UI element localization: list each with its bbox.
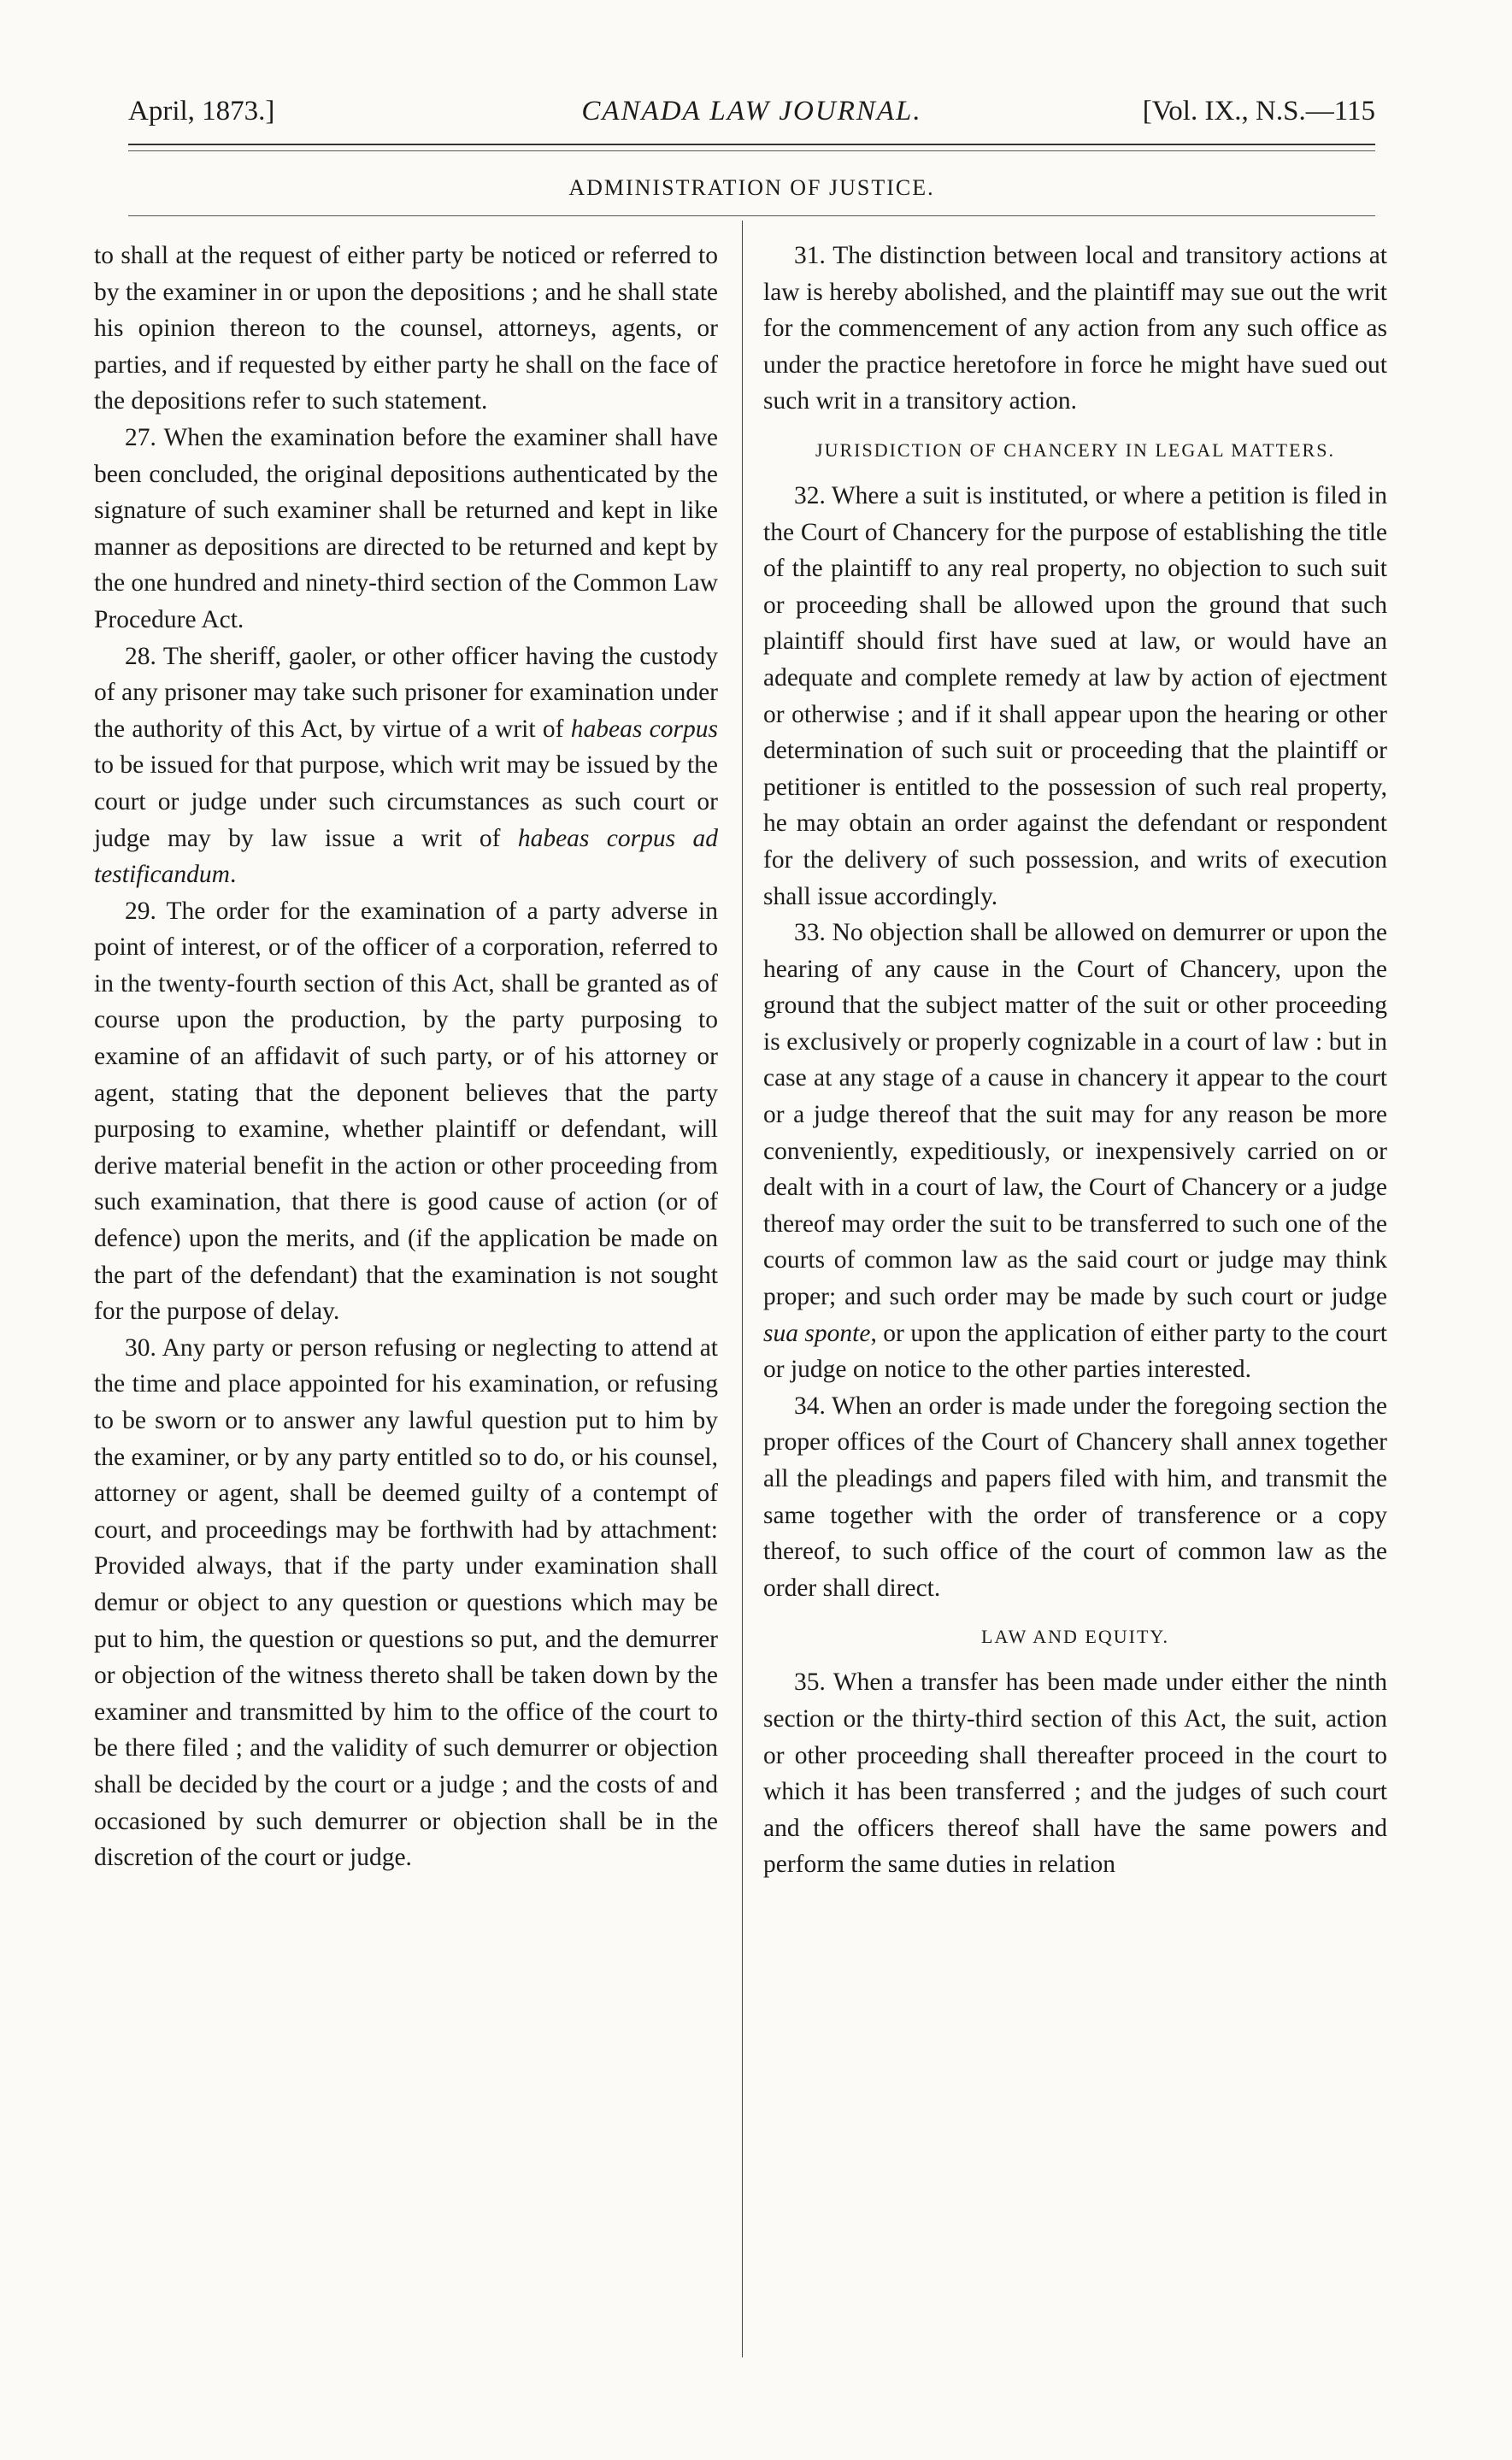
- section-33-italic: sua sponte: [763, 1319, 871, 1347]
- section-33-text-b: , or upon the application of either party to the court or judge on notice to the other parties interested.: [763, 1319, 1388, 1384]
- section-28-italic-1: habeas corpus: [570, 715, 718, 743]
- subheading-chancery: JURISDICTION OF CHANCERY IN LEGAL MATTERS.: [815, 438, 1335, 461]
- section-33-text-a: 33. No objection shall be allowed on demurrer or upon the hearing of any cause in the Court of Chancery, upon the ground that the subject matter of the suit or other proceeding is exclusively or properly cognizable in a court of law : but in case at any stage of a cause in chancery it appear to the court or a judge thereof that the suit may for any reason be more conveniently, expeditiously, or inexpensively carried on or dealt with in a court of law, the Court of Chancery or a judge thereof may order the suit to be transferred to such one of the courts of common law as the said court or judge may think proper; and such order may be made by such court or judge: [763, 919, 1387, 1311]
- running-head: [128, 96, 1375, 144]
- section-33: [763, 915, 1387, 1388]
- section-35: 35. When a transfer has been made under either the ninth section or the thirty-third section of this Act, the suit, action or other proceeding shall thereafter proceed in the court to which it has been transferred ; and the judges of such court and the officers thereof shall have the same powers and perform the same duties in relation: [763, 1668, 1387, 1879]
- section-32: 32. Where a suit is instituted, or where a petition is filed in the Court of Chancery for the purpose of establishing the title of the plaintiff to any real property, no objection to such suit or proceeding shall be allowed upon the ground that such plaintiff should first have sued at law, or would have an adequate and complete remedy at law by action of ejectment or otherwise ; and if it shall appear upon the hearing or other determination of such suit or proceeding that the plaintiff or petitioner is entitled to the possession of such real property, he may obtain an order against the defendant or respondent for the delivery of such possession, and writs of execution shall issue accordingly.: [763, 481, 1387, 910]
- section-28-text-b: to be issued for that purpose, which writ may be issued by the court or judge under such circumstances as such court or judge may by law issue a writ of: [94, 751, 718, 852]
- section-29: 29. The order for the examination of a party adverse in point of interest, or of the officer of a corporation, referred to in the twenty-fourth section of this Act, shall be granted as of course upon the production, by the party purposing to examine of an affidavit of such party, or of his attorney or agent, stating that the deponent believes that the party purposing to examine, whether plaintiff or defendant, will derive material benefit in the action or other proceeding from such examination, that there is good cause of action (or of defence) upon the merits, and (if the application be made on the part of the defendant) that the examination is not sought for the purpose of delay.: [94, 897, 718, 1326]
- section-31: 31. The distinction between local and transitory actions at law is hereby abolished, and the plaintiff may sue out the writ for the commencement of any action from any such office as under the practice heretofore in force he might have sued out such writ in a transitory action.: [763, 242, 1387, 415]
- section-28-text-a: 28. The sheriff, gaoler, or other officer having the custody of any prisoner may take such prisoner for examination under the authority of this Act, by virtue of a writ of: [94, 642, 718, 743]
- right-column: [763, 238, 1387, 1883]
- header-rule-top: [128, 144, 1375, 145]
- section-rule: [128, 215, 1375, 216]
- section-28-italic-2: habeas corpus ad testificandum: [94, 824, 718, 889]
- header-rule-bottom: [128, 150, 1375, 151]
- header-date: April, 1873.]: [128, 96, 275, 127]
- section-28-text-c: .: [229, 861, 237, 889]
- volume-page: [Vol. IX., N.S.—115: [1142, 96, 1375, 127]
- left-column: [94, 238, 718, 1876]
- section-34: 34. When an order is made under the foregoing section the proper offices of the Court of Chancery shall annex together all the pleadings and papers filed with him, and transmit the same together with the order of transference or a copy thereof, to such office of the court of common law as the order shall direct.: [763, 1392, 1387, 1602]
- section-heading: ADMINISTRATION OF JUSTICE.: [568, 175, 935, 200]
- section-27: 27. When the examination before the examiner shall have been concluded, the original depositions authenticated by the signature of such examiner shall be returned and kept in like manner as depositions are directed to be returned and kept by the one hundred and ninety-third section of the Common Law Procedure Act.: [94, 423, 718, 633]
- section-30: 30. Any party or person refusing or neglecting to attend at the time and place appointed for his examination, or refusing to be sworn or to answer any lawful question put to him by the examiner, or by any party entitled so to do, or his counsel, attorney or agent, shall be deemed guilty of a contempt of court, and proceedings may be forthwith had by attachment: Provided always, that if the party under examination shall demur or object to any question or questions which may be put to him, the question or questions so put, and the demurrer or objection of the witness thereto shall be taken down by the examiner and transmitted by him to the office of the court to be there filed ; and the validity of such demurrer or objection shall be decided by the court or a judge ; and the costs of and occasioned by such demurrer or objection shall be in the discretion of the court or judge.: [94, 1333, 718, 1872]
- section-28: [94, 639, 718, 893]
- column-divider: [742, 221, 743, 2357]
- subheading-law-equity: LAW AND EQUITY.: [981, 1626, 1169, 1648]
- journal-title: CANADA LAW JOURNAL.: [581, 96, 922, 127]
- paragraph-continued: to shall at the request of either party be noticed or referred to by the examiner in or upon the depositions ; and he shall state his opinion thereon to the counsel, attorneys, agents, or parties, and if requested by either party he shall on the face of the depositions refer to such statement.: [94, 242, 718, 415]
